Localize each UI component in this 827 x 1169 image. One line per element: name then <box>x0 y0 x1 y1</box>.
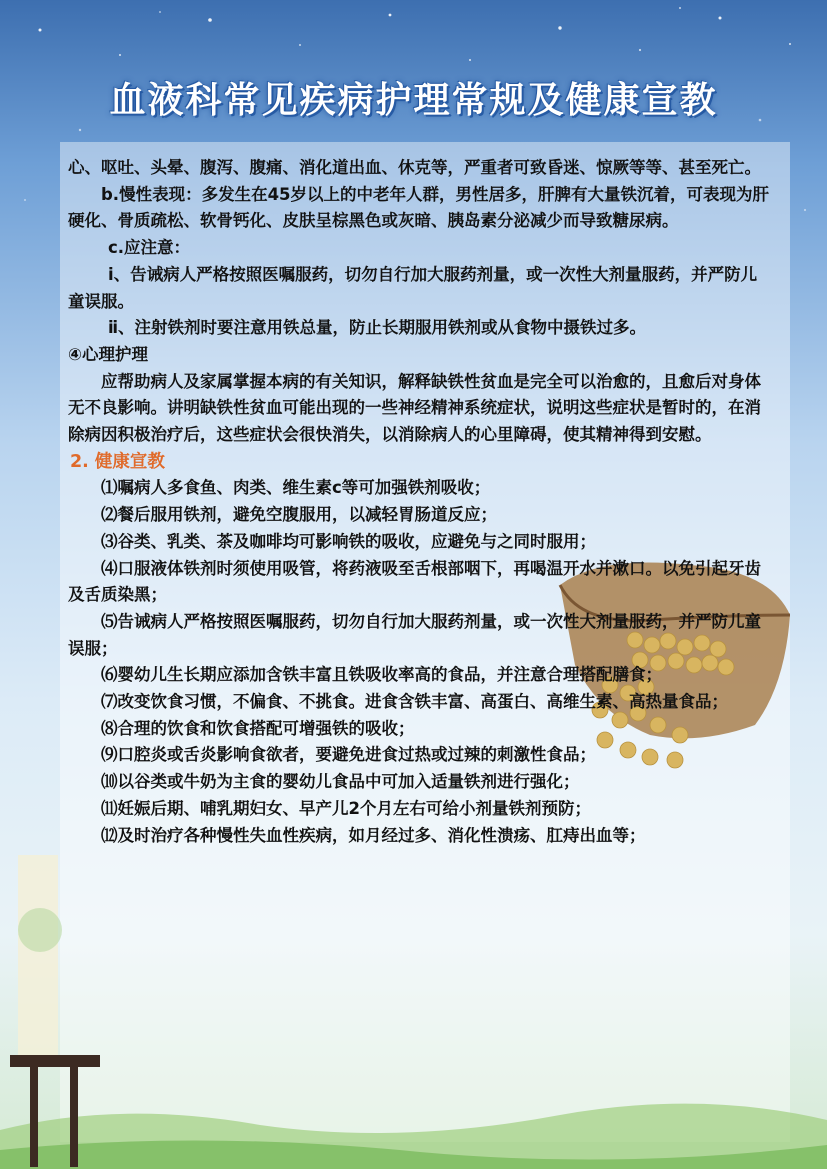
list-item: ⑺改变饮食习惯，不偏食、不挑食。进食含铁丰富、高蛋白、高维生素、高热量食品； <box>101 692 728 712</box>
subheading: ④心理护理 <box>68 344 148 364</box>
page-title: 血液科常见疾病护理常规及健康宣教 <box>109 80 718 121</box>
paragraph: 应帮助病人及家属掌握本病的有关知识，解释缺铁性贫血是完全可以治愈的，且愈后对身体无不良影响。讲明缺铁性贫血可能出现的一些神经精神系统症状，说明这些症状是暂时的，在消除病因积极治疗后，这些症状会很快消失，以消除病人的心里障碍，使其精神得到安慰。 <box>68 371 761 445</box>
list-item: ⑼口腔炎或舌炎影响食欲者，要避免进食过热或过辣的刺激性食品； <box>101 745 596 765</box>
paragraph: ⅰ、告诫病人严格按照医嘱服药，切勿自行加大服药剂量，或一次性大剂量服药，并严防儿童误服。 <box>68 264 758 311</box>
grass-decoration <box>0 1020 827 1169</box>
paragraph: b.慢性表现：多发生在45岁以上的中老年人群，男性居多，肝脾有大量铁沉着，可表现为肝硬化、骨质疏松、软骨钙化、皮肤呈棕黑色或灰暗、胰岛素分泌减少而导致糖尿病。 <box>68 184 770 231</box>
list-item: ⑾妊娠后期、哺乳期妇女、早产儿2个月左右可给小剂量铁剂预防； <box>101 798 591 818</box>
paragraph: ⅱ、注射铁剂时要注意用铁总量，防止长期服用铁剂或从食物中摄铁过多。 <box>108 318 647 338</box>
list-item: ⑴嘱病人多食鱼、肉类、维生素c等可加强铁剂吸收； <box>101 478 491 498</box>
list-item: ⑹婴幼儿生长期应添加含铁丰富且铁吸收率高的食品，并注意合理搭配膳食； <box>101 665 662 685</box>
list-item: ⑽以谷类或牛奶为主食的婴幼儿食品中可加入适量铁剂进行强化； <box>101 772 580 792</box>
list-item: ⑻合理的饮食和饮食搭配可增强铁的吸收； <box>101 718 415 738</box>
list-item: ⑸告诫病人严格按照医嘱服药，切勿自行加大服药剂量，或一次性大剂量服药，并严防儿童误服； <box>68 611 761 658</box>
article-body <box>68 155 773 849</box>
list-item: ⑶谷类、乳类、茶及咖啡均可影响铁的吸收，应避免与之同时服用； <box>101 531 596 551</box>
list-item: ⑵餐后服用铁剂，避免空腹服用，以减轻胃肠道反应； <box>101 505 497 525</box>
list-item: ⑷口服液体铁剂时须使用吸管，将药液吸至舌根部咽下，再喝温开水并漱口。以免引起牙齿及舌质染黑； <box>68 558 761 605</box>
easel-tree-decoration <box>0 850 110 1169</box>
section-heading: 2. 健康宣教 <box>70 451 165 472</box>
paragraph: 心、呕吐、头晕、腹泻、腹痛、消化道出血、休克等，严重者可致昏迷、惊厥等等、甚至死亡。 <box>68 158 761 177</box>
list-item: ⑿及时治疗各种慢性失血性疾病，如月经过多、消化性溃疡、肛痔出血等； <box>101 825 646 845</box>
paragraph: c.应注意： <box>108 238 191 258</box>
